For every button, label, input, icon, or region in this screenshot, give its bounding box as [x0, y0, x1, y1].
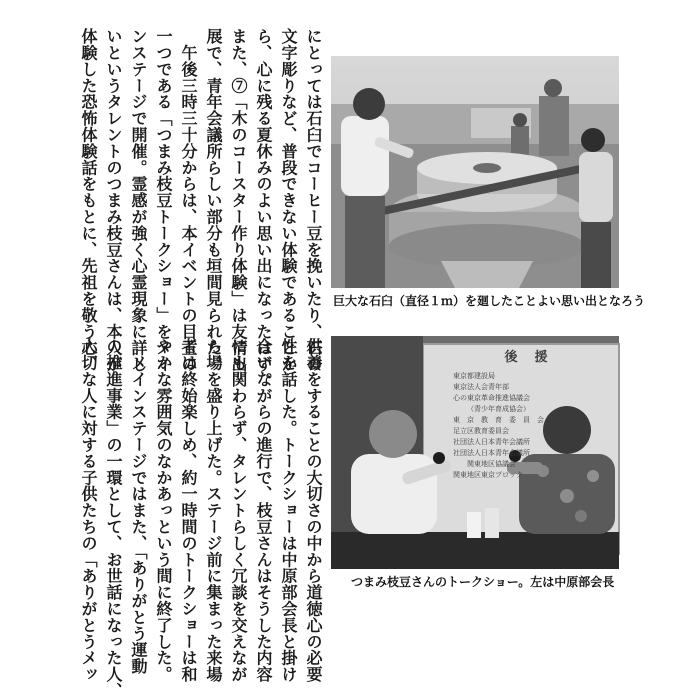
article-column: 体験した恐怖体験話をもとに、先祖を敬う心、: [79, 28, 98, 373]
sponsors-banner-title: 後 援: [504, 350, 550, 365]
article-column: 性を話した。トークショーは中原部会長と掛け: [279, 338, 298, 683]
sponsors-banner-line: 東京都建設局: [453, 372, 495, 380]
sponsors-banner-line: 足立区教育委員会: [453, 427, 509, 435]
talk-show-photo-caption: つまみ枝豆さんのトークショー。左は中原部会長: [351, 575, 615, 589]
article-column: の推進事業」の一環として、お世話になった人、: [104, 338, 123, 699]
millstone-photo-caption: 巨大な石臼（直径１ｍ）を廻したことよい思い出となろう: [333, 294, 646, 308]
article-column: ンステージで開催。霊感が強く心霊現象に詳し: [129, 28, 148, 373]
article-column: 大切な人に対する子供たちの「ありがとうメッ: [79, 338, 98, 683]
sponsors-banner-line: 心の東京革命推進協議会: [453, 394, 530, 402]
article-column: また、⑦「木のコースター作り体験」は友情出: [229, 28, 248, 373]
article-column: 合いながらの進行で、枝豆さんはそうした内容: [254, 338, 273, 683]
article-column: ら場を盛り上げた。ステージ前に集まった来場: [204, 338, 223, 683]
sponsors-banner-line: 社団法人日本青年会議所: [453, 438, 530, 446]
sponsors-banner-line: 関東地区東京ブロック: [453, 471, 523, 479]
sponsors-banner-line: 関東地区協議会: [467, 460, 516, 468]
article-column: 一つである「つまみ枝豆トークショー」をメイ: [154, 28, 173, 373]
article-column: にとっては石臼でコーヒー豆を挽いたり、石の: [304, 28, 323, 373]
sponsors-banner-line: 東京法人会青年部: [453, 383, 509, 391]
sponsors-banner: [439, 346, 615, 486]
article-column: 展で、青年会議所らしい部分も垣間見られた。: [204, 28, 223, 373]
millstone-photo: [331, 56, 619, 288]
sponsors-banner-line: 東 京 教 育 委 員 会: [453, 416, 544, 424]
article-column: 文字彫りなど、普段できない体験であることか: [279, 28, 298, 373]
millstone-photo-illustration: [331, 56, 619, 288]
article-column: ら、心に残る夏休みのよい思い出になったはず。: [254, 28, 273, 389]
article-column: いというタレントのつまみ枝豆さんは、本人が: [104, 28, 123, 373]
article-column: 供養をすることの大切さの中から道徳心の必要: [304, 338, 323, 683]
article-column: やかな雰囲気のなかあっという間に終了した。: [154, 338, 173, 683]
sponsors-banner-line: 社団法人日本青年会議所: [453, 449, 530, 457]
article-column: にも関わらず、タレントらしく冗談を交えなが: [229, 338, 248, 683]
article-column: メインステージではまた、「ありがとう運動: [129, 338, 148, 675]
article-column: 者は終始楽しめ、約一時間のトークショーは和: [179, 338, 198, 683]
article-column: 午後三時三十分からは、本イベントの目玉の: [179, 28, 198, 373]
talk-show-photo: [331, 336, 619, 569]
sponsors-banner-line: （青少年育成協会）: [467, 405, 530, 413]
